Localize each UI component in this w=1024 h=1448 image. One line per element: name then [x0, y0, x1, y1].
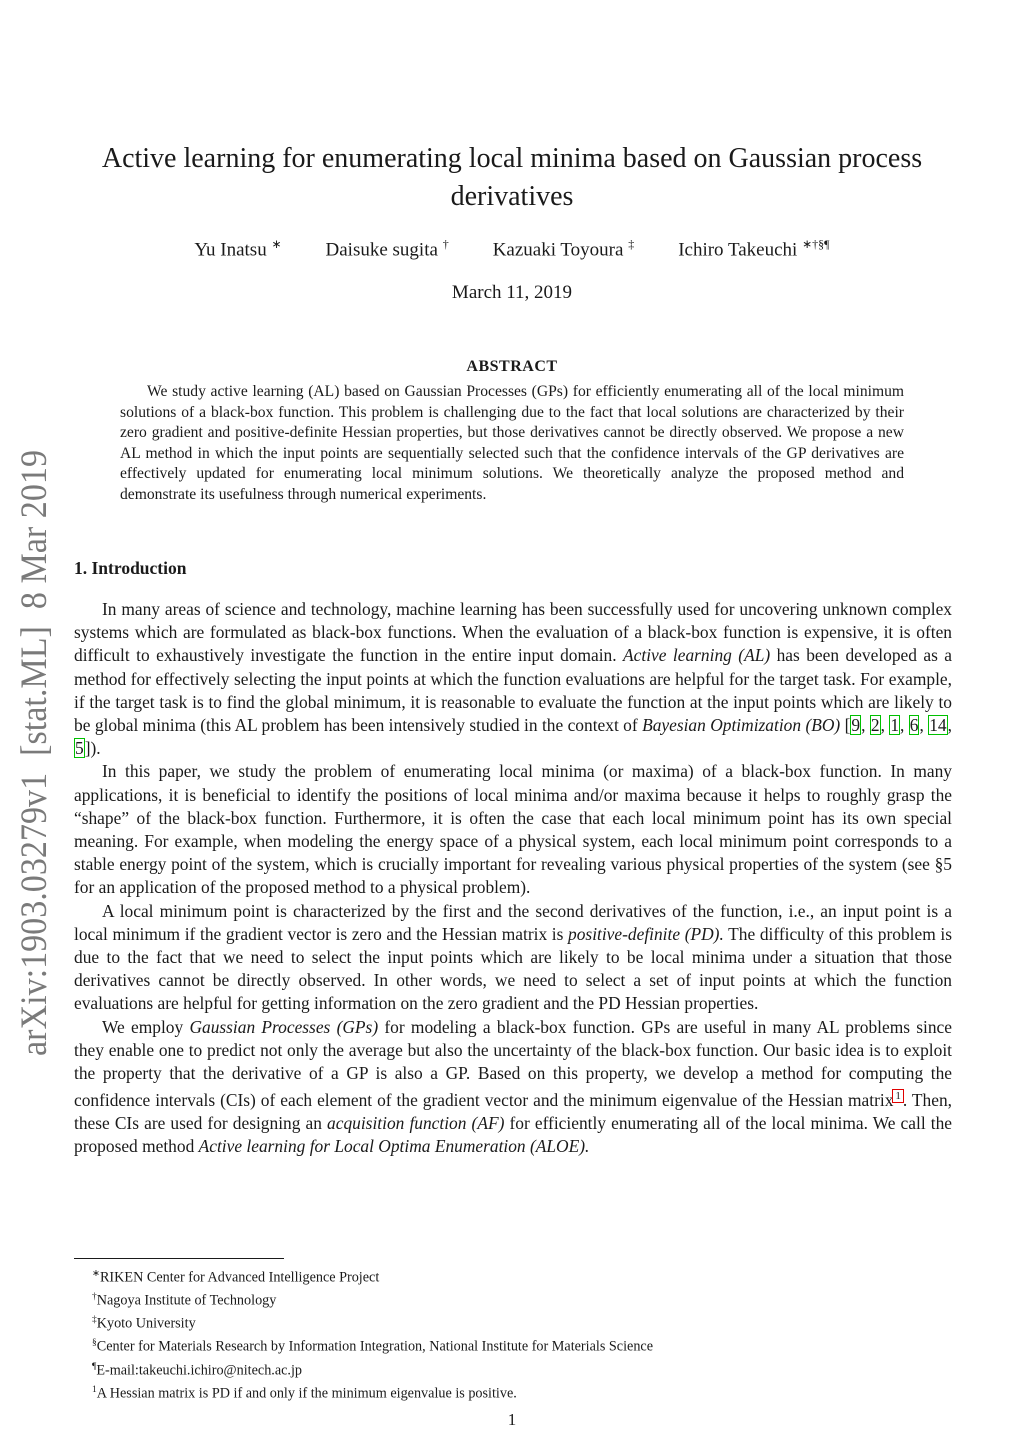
- paragraph: We employ Gaussian Processes (GPs) for modeling a black-box function. GPs are useful in many AL problems since they enable one to predict not only the average but also the uncertainty of the black-box function. Our basic idea is to exploit the property that the derivative of a GP is also a GP. Based on this property, we develop a method for computing the confidence intervals (CIs) of each element of the gradient vector and the minimum eigenvalue of the Hessian matrix $^1$ . Then, these CIs are used for designing an acquisition function (AF) for efficiently enumerating all of the local minima. We call the proposed method Active learning for Local Optima Enumeration (ALOE).: [74, 1016, 953, 1157]
- page-number: 1: [507, 1410, 517, 1429]
- author: Daisuke sugita †: [325, 237, 449, 261]
- citation-link[interactable]: 9: [851, 715, 861, 736]
- footnote: ‡Kyoto University: [92, 1315, 196, 1333]
- footnote: ¶E-mail:takeuchi.ichiro@nitech.ac.jp: [92, 1361, 303, 1379]
- footnote: $^1$A Hessian matrix is PD if and only if the minimum eigenvalue is positive.: [92, 1384, 517, 1402]
- citation-link[interactable]: 6: [909, 715, 919, 736]
- intro-body: [74, 598, 952, 1159]
- footnote: †Nagoya Institute of Technology: [92, 1292, 277, 1309]
- author: Yu Inatsu ∗: [194, 237, 282, 261]
- citation-list: [9, 2, 1, 6, 14, 5]: [75, 715, 952, 759]
- author-list: [100, 237, 924, 261]
- footnote: ∗RIKEN Center for Advanced Intelligence Project: [92, 1269, 380, 1286]
- citation-link[interactable]: 2: [870, 715, 880, 736]
- citation-link[interactable]: 5: [75, 738, 84, 759]
- author: Ichiro Takeuchi ∗†§¶: [678, 237, 830, 261]
- abstract-heading: ABSTRACT: [466, 358, 558, 375]
- footnote-link[interactable]: 1: [895, 1090, 901, 1103]
- footnotes: [74, 1265, 954, 1404]
- citation-link[interactable]: 14: [929, 715, 947, 736]
- abstract-text: We study active learning (AL) based on Gaussian Processes (GPs) for efficiently enumerating all of the local minimum solutions of a black-box function. This problem is challenging due to the fact that local solutions are characterized by their zero gradient and positive-definite Hessian properties, but those derivatives cannot be directly observed. We propose a new AL method in which the input points are sequentially selected such that the confidence intervals of the GP derivatives are effectively updated for enumerating local minimum solutions. We theoretically analyze the proposed method and demonstrate its usefulness through numerical experiments.: [120, 383, 904, 503]
- section-heading: 1. Introduction: [74, 558, 187, 578]
- footnote: §Center for Materials Research by Information Integration, National Institute for Materials Science: [92, 1338, 654, 1356]
- footnote-rule: [74, 1258, 284, 1259]
- paragraph: In many areas of science and technology, machine learning has been successfully used for uncovering unknown complex systems which are formulated as black-box functions. When the evaluation of a black-box function is expensive, it is often difficult to exhaustively investigate the function in the entire input domain. Active learning (AL) has been developed as a method for effectively selecting the input points at which the function evaluations are helpful for the target task. For example, if the target task is to find the global minimum, it is reasonable to evaluate the function at the input points which are likely to be global minima (this AL problem has been intensively studied in the context of Bayesian Optimization (BO) [9, 2, 1, 6, 14, 5]).: [74, 599, 953, 759]
- citation-link[interactable]: 1: [890, 715, 900, 736]
- author: Kazuaki Toyoura ‡: [492, 237, 635, 261]
- publication-date: March 11, 2019: [451, 282, 573, 303]
- paragraph: In this paper, we study the problem of enumerating local minima (or maxima) of a black-box function. In many applications, it is beneficial to identify the positions of local minima and/or maxima because it helps to roughly grasp the “shape” of the black-box function. Furthermore, it is often the case that each local minimum point has its own special meaning. For example, when modeling the energy space of a physical system, each local minimum point corresponds to a stable energy point of the system, which is crucially important for revealing various physical properties of the system (see §5 for an application of the proposed method to a physical problem).: [74, 761, 952, 898]
- arxiv-stamp: [10, 448, 56, 1058]
- arxiv-stamp-text: arXiv:1903.03279v1 [stat.ML] 8 Mar 2019: [14, 448, 55, 1056]
- paper-title: Active learning for enumerating local minima based on Gaussian process derivatives: [101, 143, 923, 212]
- paragraph: A local minimum point is characterized by the first and the second derivatives of the function, i.e., an input point is a local minimum if the gradient vector is zero and the Hessian matrix is positive-definite (PD). The difficulty of this problem is due to the fact that we need to select the input points which are likely to be local minima under a situation that those derivatives cannot be directly observed. In other words, we need to select a set of input points at which the function evaluations are helpful for getting information on the zero gradient and the PD Hessian properties.: [74, 900, 952, 1014]
